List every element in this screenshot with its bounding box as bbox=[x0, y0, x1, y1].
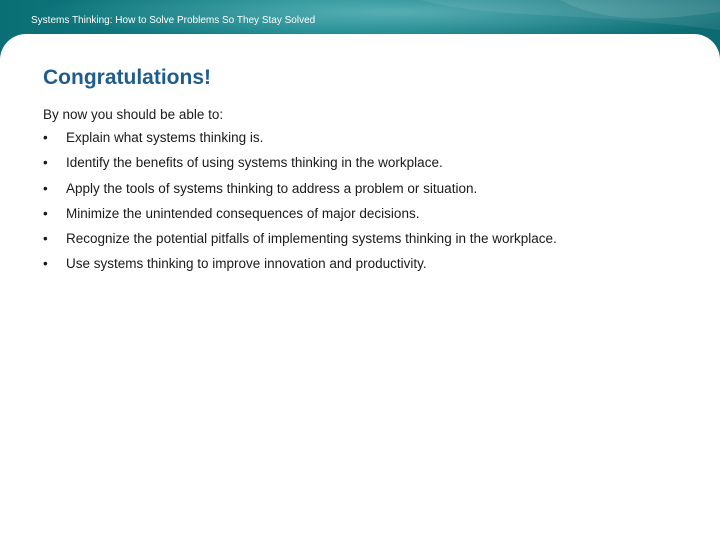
slide-title: Congratulations! bbox=[43, 66, 211, 89]
bullet-icon: • bbox=[43, 180, 48, 196]
intro-text: By now you should be able to: bbox=[43, 107, 224, 122]
bullet-icon: • bbox=[43, 256, 48, 272]
bullet-icon: • bbox=[43, 205, 48, 221]
list-item-text: Apply the tools of systems thinking to address a problem or situation. bbox=[66, 180, 478, 196]
list-item bbox=[43, 204, 693, 229]
list-item bbox=[43, 179, 693, 204]
bullet-icon: • bbox=[43, 231, 48, 247]
list-item-text: Explain what systems thinking is. bbox=[66, 130, 264, 145]
bullet-icon: • bbox=[43, 130, 48, 145]
header-title: Systems Thinking: How to Solve Problems So They Stay Solved bbox=[31, 15, 316, 26]
bullet-icon: • bbox=[43, 155, 48, 171]
list-item-text: Use systems thinking to improve innovation and productivity. bbox=[66, 256, 427, 272]
objectives-list bbox=[43, 128, 693, 280]
list-item-text: Recognize the potential pitfalls of implementing systems thinking in the workplace. bbox=[66, 231, 557, 247]
list-item-text: Identify the benefits of using systems thinking in the workplace. bbox=[66, 155, 443, 171]
list-item bbox=[43, 128, 693, 153]
slide-content bbox=[43, 64, 693, 280]
list-item bbox=[43, 254, 693, 279]
list-item bbox=[43, 153, 693, 178]
list-item bbox=[43, 229, 693, 254]
list-item-text: Minimize the unintended consequences of major decisions. bbox=[66, 205, 420, 221]
